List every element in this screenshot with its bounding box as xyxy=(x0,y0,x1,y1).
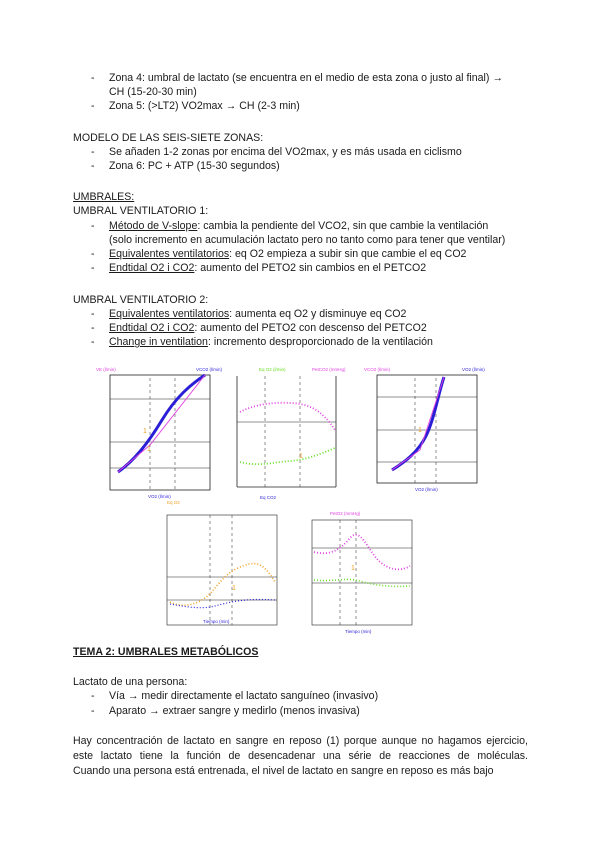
para-line: Cuando una persona está entrenada, el nivel de lactato en sangre en reposo es más bajo xyxy=(73,765,494,777)
bullet-dash: - xyxy=(91,262,95,274)
plot-vslope xyxy=(96,367,223,499)
vt2-heading: UMBRAL VENTILATORIO 2: xyxy=(73,294,209,306)
plot-eqO2-time xyxy=(167,500,277,625)
bullet-dash: - xyxy=(91,160,95,172)
desc: : incremento desproporcionado de la ventilación xyxy=(207,336,433,348)
label: Eq O2 (l/min) xyxy=(259,367,286,372)
plot-endtidal-time xyxy=(312,511,412,634)
svg-text:1: 1 xyxy=(147,446,151,453)
label: VCO2 (l/min) xyxy=(364,367,391,372)
label: VO2 (l/min) xyxy=(415,487,438,492)
label: PetCO2 (mmHg) xyxy=(312,367,346,372)
six-seven-heading: MODELO DE LAS SEIS-SIETE ZONAS: xyxy=(73,132,264,144)
svg-text:1: 1 xyxy=(143,428,147,435)
label: VE (l/min) xyxy=(96,367,116,372)
term: Endtidal O2 i CO2 xyxy=(109,262,195,274)
svg-text:1: 1 xyxy=(232,585,236,592)
label: Eq O2 xyxy=(167,500,180,505)
umbrales-heading: UMBRALES: xyxy=(73,191,135,203)
plot-equivalents xyxy=(237,367,346,500)
tema2-heading: TEMA 2: UMBRALES METABÓLICOS xyxy=(73,646,259,658)
desc: : eq O2 empieza a subir sin que cambie el eq CO2 xyxy=(229,248,467,260)
bullet-dash: - xyxy=(91,705,95,717)
label: VO2 (l/min) xyxy=(462,367,485,372)
vt1-heading: UMBRAL VENTILATORIO 1: xyxy=(73,205,209,217)
label: VCO2 (l/min) xyxy=(196,367,223,372)
term: Endtidal O2 i CO2 xyxy=(109,322,195,334)
svg-text:1: 1 xyxy=(418,427,422,434)
para-line: Hay concentración de lactato en sangre en reposo (1) porque aunque no hagamos ejercicio, xyxy=(73,735,528,747)
svg-text:1: 1 xyxy=(299,453,303,460)
bullet-dash: - xyxy=(91,146,95,158)
desc: : aumenta eq O2 y disminuye eq CO2 xyxy=(229,308,407,320)
para-line: este lactato tiene la función de desencadenar una série de reacciones de moléculas. xyxy=(73,750,528,762)
label: Tiempo (min) xyxy=(345,629,372,634)
term: Change in ventilation xyxy=(109,336,208,348)
label: PetO2 (mmHg) xyxy=(330,511,361,516)
zone5-text: Zona 5: (>LT2) VO2max → CH (2-3 min) xyxy=(109,100,300,112)
zone4-text: Zona 4: umbral de lactato (se encuentra en el medio de esta zona o justo al final) → xyxy=(109,72,503,84)
bullet-dash: - xyxy=(91,100,95,112)
six-seven-item: Se añaden 1-2 zonas por encima del VO2max, y es más usada en ciclismo xyxy=(109,146,462,158)
label: Eq CO2 xyxy=(260,495,277,500)
label: VO2 (l/min) xyxy=(148,494,171,499)
bullet-dash: - xyxy=(91,72,95,84)
bullet-dash: - xyxy=(91,220,95,232)
six-seven-item: Zona 6: PC + ATP (15-30 segundos) xyxy=(109,160,280,172)
label: Tiempo (min) xyxy=(203,619,230,624)
term: Método de V-slope xyxy=(109,220,198,232)
bullet-dash: - xyxy=(91,248,95,260)
bullet-dash: - xyxy=(91,322,95,334)
bullet-dash: - xyxy=(91,690,95,702)
plot-vslope-2 xyxy=(364,367,485,492)
bullet-dash: - xyxy=(91,308,95,320)
term: Equivalentes ventilatorios xyxy=(109,248,230,260)
lactato-item: Aparato → extraer sangre y medirlo (menos invasiva) xyxy=(109,705,360,717)
lactato-heading: Lactato de una persona: xyxy=(73,676,188,688)
lactato-item: Vía → medir directamente el lactato sanguíneo (invasivo) xyxy=(109,690,379,702)
bullet-dash: - xyxy=(91,336,95,348)
desc: : aumento del PETO2 sin cambios en el PETCO2 xyxy=(194,262,427,274)
vt1-item-cont: (solo incremento en acumulación lactato pero no tanto como para tener que ventilar) xyxy=(109,234,506,246)
desc: : cambia la pendiente del VCO2, sin que cambie la ventilación xyxy=(197,220,489,232)
desc: : aumento del PETO2 con descenso del PETCO2 xyxy=(194,322,427,334)
term: Equivalentes ventilatorios xyxy=(109,308,230,320)
svg-text:1: 1 xyxy=(351,565,355,572)
zone4-cont: CH (15-20-30 min) xyxy=(109,86,197,98)
